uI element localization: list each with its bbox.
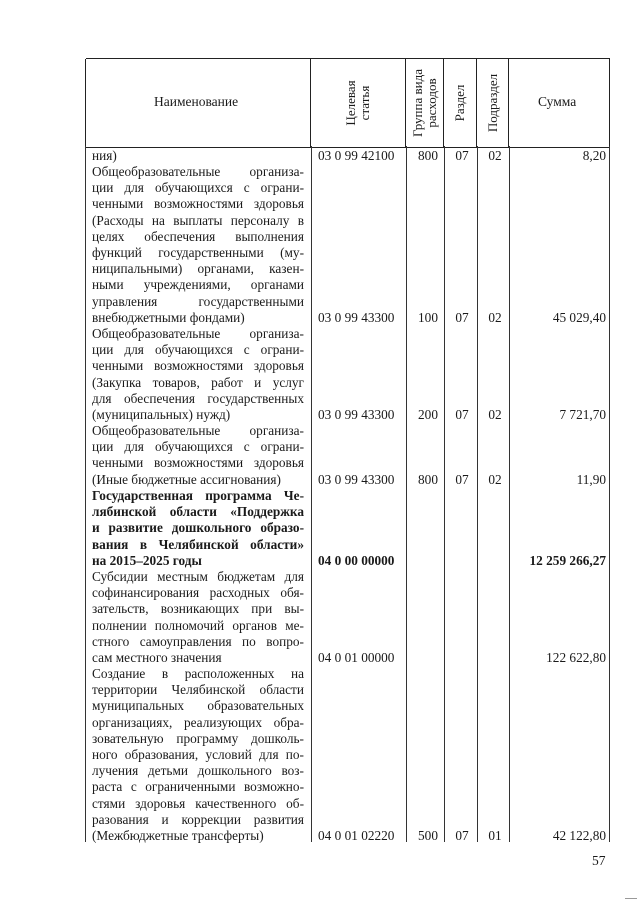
table-header — [86, 58, 610, 148]
row-section: 07 — [455, 407, 469, 422]
row-name: Общеобразовательные организа- ции для обучающихся с ограни- ченными возможностями здоровья (Закупка товаров, работ и услуг для обеспечения государственных (муниципальных) нужд) — [92, 326, 304, 422]
header-section: Раздел — [452, 84, 467, 122]
row-sum: 12 259 266,27 — [529, 553, 606, 568]
column-rule — [609, 146, 610, 842]
row-group: 100 — [418, 310, 438, 325]
row-subsection: 02 — [488, 148, 502, 163]
row-section: 07 — [455, 148, 469, 163]
column-rule — [444, 146, 445, 842]
row-sum: 11,90 — [576, 472, 606, 487]
page-number: 57 — [592, 853, 606, 868]
row-name-program: Государственная программа Че- лябинской области «Поддержка и развитие дошкольного образо- вания в Челябинской области» на 2015–2025 годы — [92, 488, 304, 568]
row-code: 03 0 99 43300 — [318, 407, 395, 422]
row-code: 04 0 01 00000 — [318, 650, 395, 665]
row-subsection: 02 — [488, 310, 502, 325]
row-name: ния) — [92, 148, 117, 163]
header-sum-cell — [509, 59, 610, 147]
row-group: 800 — [418, 148, 438, 163]
row-subsection: 02 — [488, 407, 502, 422]
header-target: Целевая статья — [343, 80, 372, 126]
header-name-cell — [85, 59, 311, 147]
row-code: 04 0 00 00000 — [318, 553, 395, 568]
row-sum: 45 029,40 — [552, 310, 606, 325]
row-sum: 8,20 — [582, 148, 606, 163]
row-sum: 42 122,80 — [552, 828, 606, 843]
row-code: 03 0 99 43300 — [318, 472, 395, 487]
column-rule — [477, 146, 478, 842]
row-section: 07 — [455, 472, 469, 487]
header-target-cell — [311, 59, 406, 147]
column-rule — [406, 146, 407, 842]
row-group: 800 — [418, 472, 438, 487]
column-rule — [85, 146, 86, 842]
header-group-cell — [406, 59, 444, 147]
column-rule — [509, 146, 510, 842]
header-name: Наименование — [154, 94, 239, 109]
header-sum: Сумма — [538, 94, 577, 109]
row-code: 03 0 99 43300 — [318, 310, 395, 325]
row-code: 03 0 99 42100 — [318, 148, 395, 163]
row-subsection: 02 — [488, 472, 502, 487]
row-name: Общеобразовательные организа- ции для обучающихся с ограни- ченными возможностями здоровья (Расходы на выплаты персоналу в целях обеспечения выполнения функций государственными (му- ниципальными) органами, казен- ными учреждениями, органами управления государственными внебюджетными фондами) — [92, 164, 304, 325]
row-group: 200 — [418, 407, 438, 422]
row-name: Субсидии местным бюджетам для софинансирования расходных обя- зательств, возникающих при вы- полнении полномочий органов ме- стного самоуправления по вопро- сам местного значения — [92, 569, 304, 665]
row-name: Общеобразовательные организа- ции для обучающихся с ограни- ченными возможностями здоровья (Иные бюджетные ассигнования) — [92, 423, 304, 487]
header-group: Группа вида расходов — [409, 69, 439, 137]
row-sum: 7 721,70 — [559, 407, 606, 422]
row-section: 07 — [455, 828, 469, 843]
header-subsection-cell — [477, 59, 509, 147]
row-section: 07 — [455, 310, 469, 325]
row-subsection: 01 — [488, 828, 502, 843]
scan-mark — [625, 898, 637, 899]
row-sum: 122 622,80 — [546, 650, 606, 665]
row-group: 500 — [418, 828, 438, 843]
row-name: Создание в расположенных на территории Челябинской области муниципальных образовательных организациях, реализующих обра- зовательную программу дошколь- ного образования, условий для по- лучения детьми дошкольного воз- раста с ограниченными возможно- стями здоровья качественного об- разования и коррекции развития (Межбюджетные трансферты) — [92, 666, 304, 843]
header-subsection: Подраздел — [484, 73, 500, 133]
row-code: 04 0 01 02220 — [318, 828, 395, 843]
column-rule — [311, 146, 312, 842]
header-section-cell — [444, 59, 477, 147]
